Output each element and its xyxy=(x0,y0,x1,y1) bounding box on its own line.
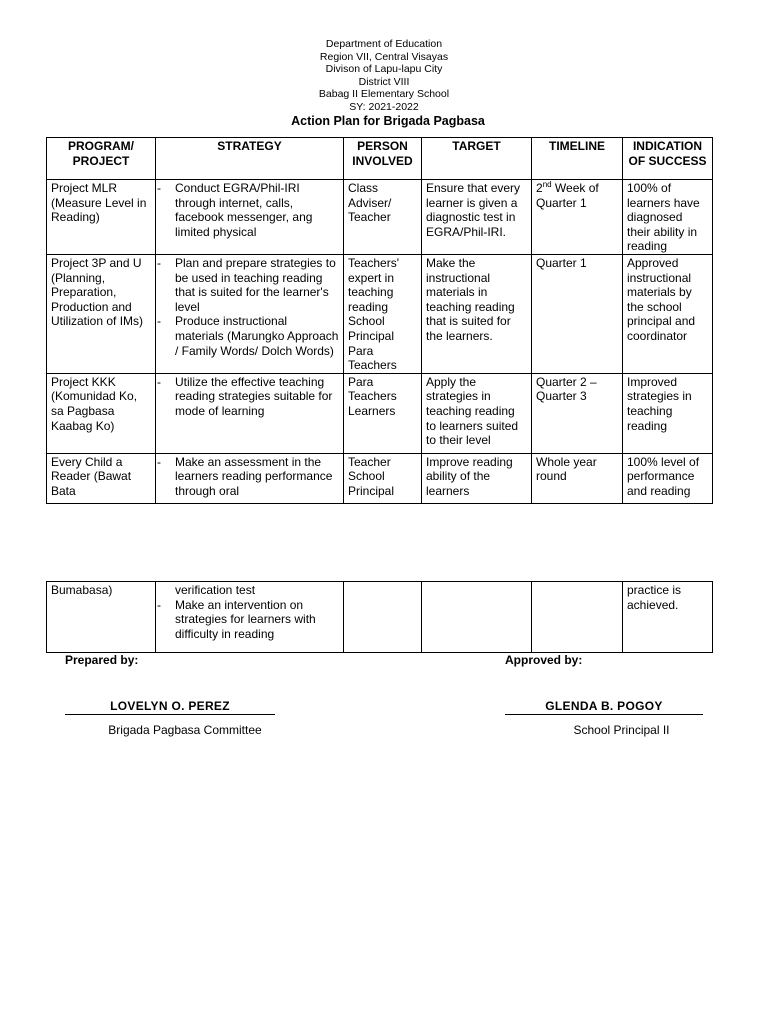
cell-target xyxy=(422,582,532,653)
header-region: Region VII, Central Visayas xyxy=(319,50,449,63)
cell-person: Teacher School Principal xyxy=(344,453,422,503)
timeline-number: 2 xyxy=(536,181,543,195)
timeline-text: Week of Quarter 1 xyxy=(536,181,599,210)
cell-timeline: Quarter 2 – Quarter 3 xyxy=(532,373,623,453)
cell-strategy xyxy=(156,180,344,255)
strategy-item: - Conduct EGRA/Phil-IRI through internet, calls, facebook messenger, ang limited physical xyxy=(160,181,339,239)
prepared-by-label: Prepared by: xyxy=(65,653,139,667)
table-row xyxy=(47,373,713,453)
cell-success: Improved strategies in teaching reading xyxy=(623,373,713,453)
cell-strategy xyxy=(156,373,344,453)
cell-success: practice is achieved. xyxy=(623,582,713,653)
table-row xyxy=(47,254,713,373)
document-header xyxy=(0,38,768,114)
strategy-item: - Make an intervention on strategies for learners with difficulty in reading xyxy=(160,598,339,642)
cell-strategy xyxy=(156,582,344,653)
cell-timeline: Quarter 1 xyxy=(532,254,623,373)
cell-success: 100% of learners have diagnosed their ability in reading xyxy=(623,180,713,255)
action-plan-table-continued xyxy=(46,581,713,653)
strategy-item: - Make an assessment in the learners reading performance through oral xyxy=(160,455,339,499)
strategy-continuation: verification test xyxy=(175,583,256,597)
cell-success: Approved instructional materials by the school principal and coordinator xyxy=(623,254,713,373)
preparer-name: LOVELYN O. PEREZ xyxy=(65,699,275,715)
cell-target: Improve reading ability of the learners xyxy=(422,453,532,503)
strategy-item: - Plan and prepare strategies to be used in teaching reading that is suited for the learner's level xyxy=(160,256,339,314)
preparer-role: Brigada Pagbasa Committee xyxy=(108,723,262,737)
cell-program: Project KKK (Komunidad Ko, sa Pagbasa Kaabag Ko) xyxy=(47,373,156,453)
table-header-row xyxy=(47,138,713,180)
column-header-target: TARGET xyxy=(422,138,532,180)
cell-person: Para Teachers Learners xyxy=(344,373,422,453)
timeline-ordinal: nd xyxy=(542,180,552,189)
approved-by-label: Approved by: xyxy=(505,653,583,667)
cell-person: Teachers' expert in teaching reading School Principal Para Teachers xyxy=(344,254,422,373)
table-row xyxy=(47,453,713,503)
header-school: Babag II Elementary School xyxy=(318,88,450,101)
cell-timeline xyxy=(532,180,623,255)
column-header-person: PERSON INVOLVED xyxy=(344,138,422,180)
cell-person: Class Adviser/ Teacher xyxy=(344,180,422,255)
cell-strategy xyxy=(156,254,344,373)
column-header-strategy: STRATEGY xyxy=(156,138,344,180)
column-header-timeline: TIMELINE xyxy=(532,138,623,180)
table-row xyxy=(47,180,713,255)
cell-program: Bumabasa) xyxy=(47,582,156,653)
cell-timeline: Whole year round xyxy=(532,453,623,503)
header-school-year: SY: 2021-2022 xyxy=(349,100,419,113)
cell-success: 100% level of performance and reading xyxy=(623,453,713,503)
cell-timeline xyxy=(532,582,623,653)
table-row xyxy=(47,582,713,653)
header-district: District VIII xyxy=(358,75,410,88)
approver-name: GLENDA B. POGOY xyxy=(505,699,703,715)
approver-role: School Principal II xyxy=(573,723,670,737)
cell-program: Every Child a Reader (Bawat Bata xyxy=(47,453,156,503)
cell-target: Make the instructional materials in teaching reading that is suited for the learners. xyxy=(422,254,532,373)
cell-strategy xyxy=(156,453,344,503)
strategy-item: - Produce instructional materials (Marungko Approach / Family Words/ Dolch Words) xyxy=(160,314,339,358)
strategy-item: - Utilize the effective teaching reading strategies suitable for mode of learning xyxy=(160,375,339,419)
cell-program: Project MLR (Measure Level in Reading) xyxy=(47,180,156,255)
action-plan-table xyxy=(46,137,713,504)
cell-person xyxy=(344,582,422,653)
cell-target: Apply the strategies in teaching reading to learners suited to their level xyxy=(422,373,532,453)
document-title: Action Plan for Brigada Pagbasa xyxy=(291,114,485,128)
cell-target: Ensure that every learner is given a diagnostic test in EGRA/Phil-IRI. xyxy=(422,180,532,255)
column-header-success: INDICATION OF SUCCESS xyxy=(623,138,713,180)
column-header-program: PROGRAM/ PROJECT xyxy=(47,138,156,180)
header-department: Department of Education xyxy=(325,38,443,50)
header-division: Divison of Lapu-lapu City xyxy=(325,63,443,76)
cell-program: Project 3P and U (Planning, Preparation, Production and Utilization of IMs) xyxy=(47,254,156,373)
